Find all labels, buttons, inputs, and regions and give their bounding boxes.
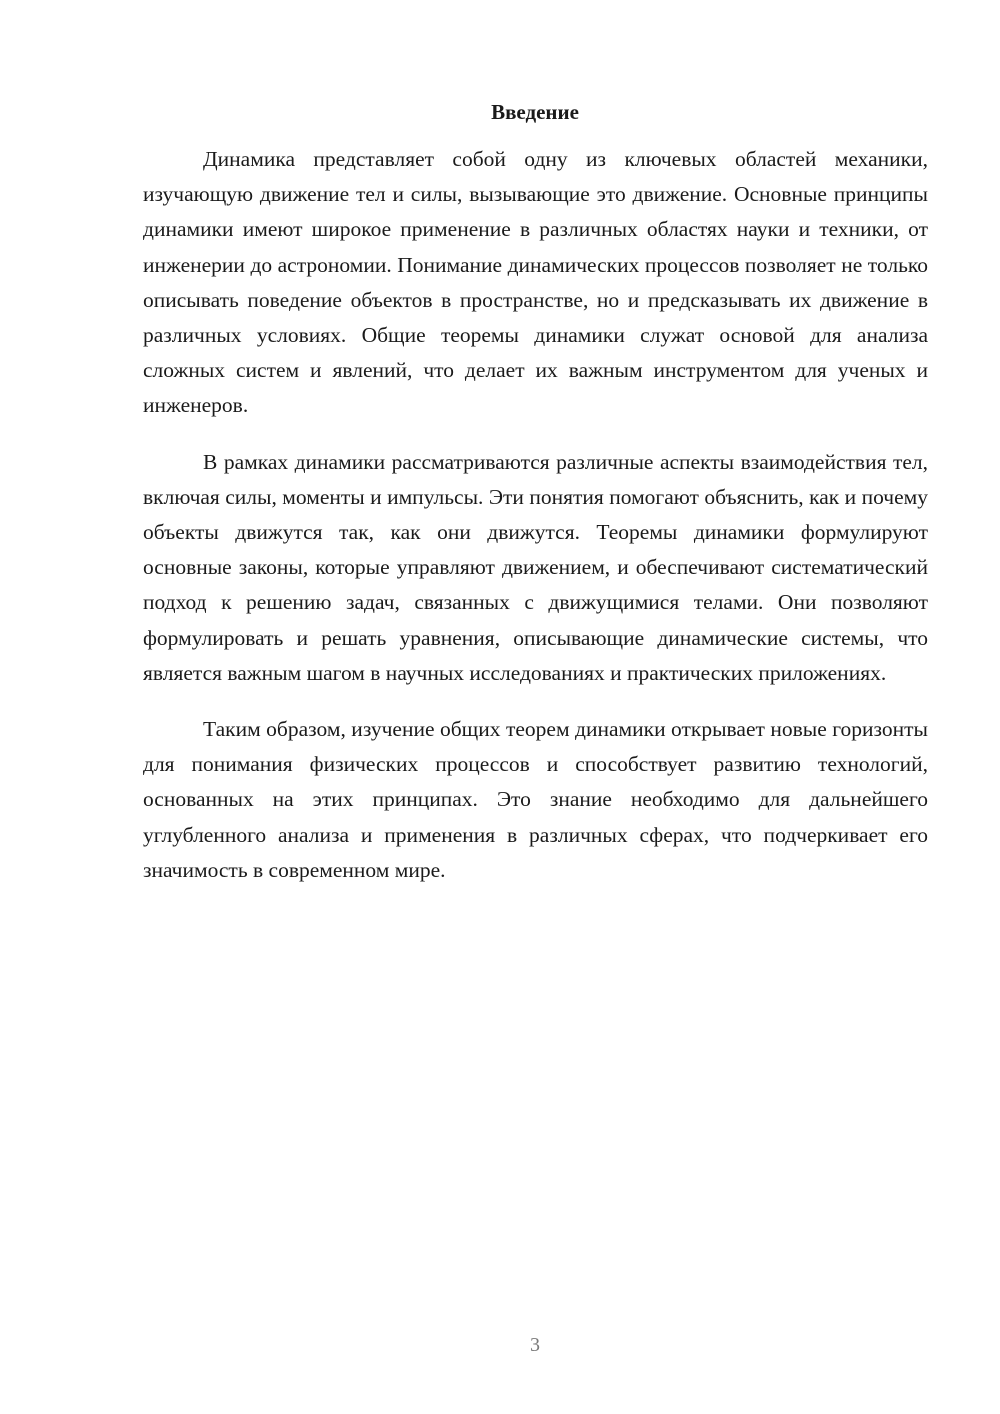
paragraph-2: В рамках динамики рассматриваются различные аспекты взаимодействия тел, включая силы, моменты и импульсы. Эти понятия помогают объяснить, как и почему объекты движутся так, как они движутся. Теоремы динамики формулируют основные законы, которые управляют движением, и обеспечивают систематический подход к решению задач, связанных с движущимися телами. Они позволяют формулировать и решать уравнения, описывающие динамические системы, что является важным шагом в научных исследованиях и практических приложениях.: [143, 449, 928, 685]
body-text: [143, 142, 928, 909]
paragraph-3: Таким образом, изучение общих теорем динамики открывает новые горизонты для понимания физических процессов и способствует развитию технологий, основанных на этих принципах. Это знание необходимо для дальнейшего углубленного анализа и применения в различных сферах, что подчеркивает его значимость в современном мире.: [143, 717, 928, 882]
page-number: 3: [530, 1334, 540, 1356]
section-heading: Введение: [491, 100, 579, 124]
paragraph-1: Динамика представляет собой одну из ключевых областей механики, изучающую движение тел и силы, вызывающие это движение. Основные принципы динамики имеют широкое применение в различных областях науки и техники, от инженерии до астрономии. Понимание динамических процессов позволяет не только описывать поведение объектов в пространстве, но и предсказывать их движение в различных условиях. Общие теоремы динамики служат основой для анализа сложных систем и явлений, что делает их важным инструментом для ученых и инженеров.: [143, 147, 928, 418]
